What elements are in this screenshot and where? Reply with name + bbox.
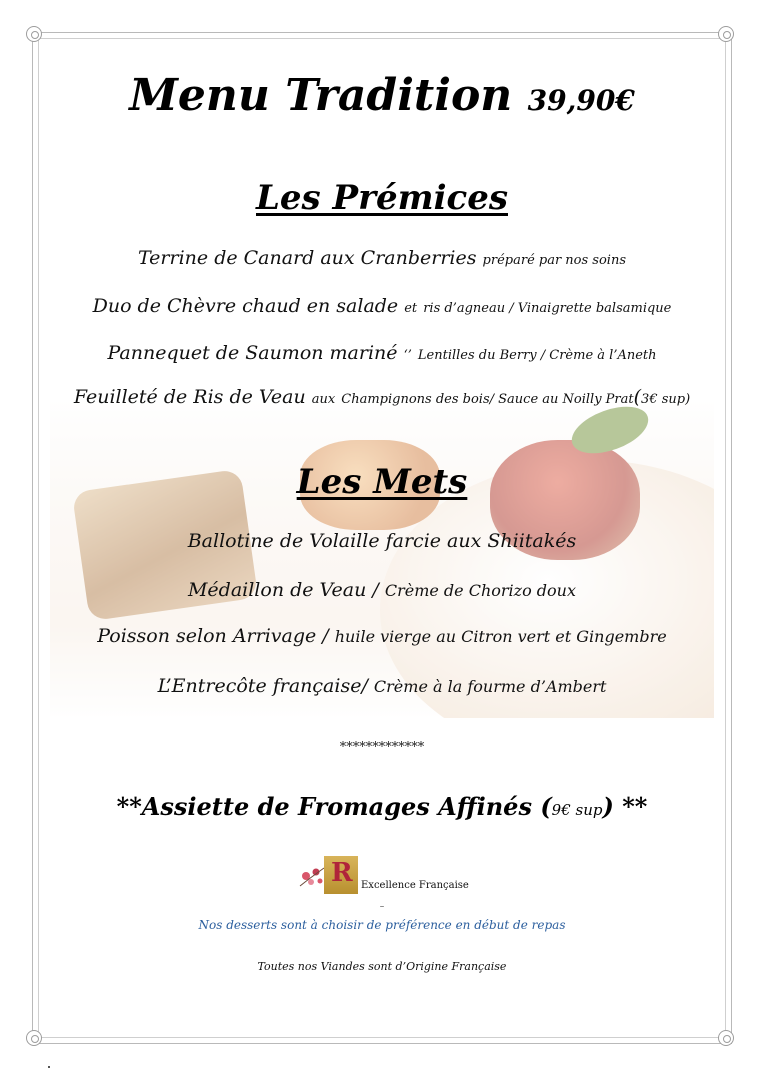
dish-detail: Lentilles du Berry / Crème à l’Aneth [417, 348, 657, 363]
badge-letter: R [331, 858, 353, 888]
dish-name: L’Entrecôte française/ [157, 675, 368, 697]
dish-detail: préparé par nos soins [482, 253, 627, 268]
dish-name: Feuilleté de Ris de Veau [73, 386, 306, 408]
dish-detail: ris d’agneau / Vinaigrette balsamique [423, 301, 672, 316]
cheese-name: Assiette de Fromages Affinés [141, 792, 532, 821]
cheese-suffix: ** [622, 792, 648, 821]
menu-title-text: Menu Tradition [129, 70, 513, 121]
main-item [0, 579, 764, 601]
cheese-supplement: 9€ sup [551, 801, 603, 819]
dish-name: Ballotine de Volaille farcie aux Shiitakés [187, 530, 577, 552]
excellence-badge-icon [324, 856, 358, 894]
section-heading-premices: Les Prémices [256, 178, 508, 218]
page-dot-mark [48, 1066, 50, 1068]
dish-detail: Crème à la fourme d’Ambert [373, 677, 607, 696]
menu-title [0, 70, 764, 121]
cheese-paren-close: ) [602, 792, 614, 821]
badge-label: Excellence Française [361, 880, 469, 891]
main-item [0, 530, 764, 552]
main-item [0, 675, 764, 697]
small-dash: – [379, 902, 385, 912]
dish-connector: et [404, 301, 418, 316]
cheese-prefix: ** [116, 792, 142, 821]
dish-name: Pannequet de Saumon mariné [107, 342, 398, 364]
dish-supplement: 3€ sup) [641, 392, 691, 407]
starter-item [0, 295, 764, 317]
origin-note: Toutes nos Viandes sont d’Origine Française [257, 960, 507, 973]
starter-item [0, 247, 764, 269]
dish-name: Terrine de Canard aux Cranberries [137, 247, 477, 269]
main-item [0, 625, 764, 647]
menu-price: 39,90€ [527, 84, 635, 117]
dish-paren-open: ( [633, 386, 642, 408]
starter-item [0, 386, 764, 408]
cheese-paren-open: ( [540, 792, 552, 821]
separator-stars: ************* [339, 740, 425, 755]
cheese-option [0, 792, 764, 821]
dish-detail: Champignons des bois/ Sauce au Noilly Prat [341, 392, 634, 407]
dish-name: Poisson selon Arrivage / [97, 625, 329, 647]
dessert-note: Nos desserts sont à choisir de préférence en début de repas [198, 918, 566, 932]
dish-name: Duo de Chèvre chaud en salade [92, 295, 399, 317]
dish-detail: huile vierge au Citron vert et Gingembre [334, 627, 667, 646]
section-heading-mets: Les Mets [296, 462, 468, 502]
starter-item [0, 342, 764, 364]
dish-name: Médaillon de Veau / [187, 579, 379, 601]
dish-connector: aux [311, 392, 336, 407]
dish-connector: ‘’ [403, 348, 412, 363]
dish-detail: Crème de Chorizo doux [384, 581, 577, 600]
